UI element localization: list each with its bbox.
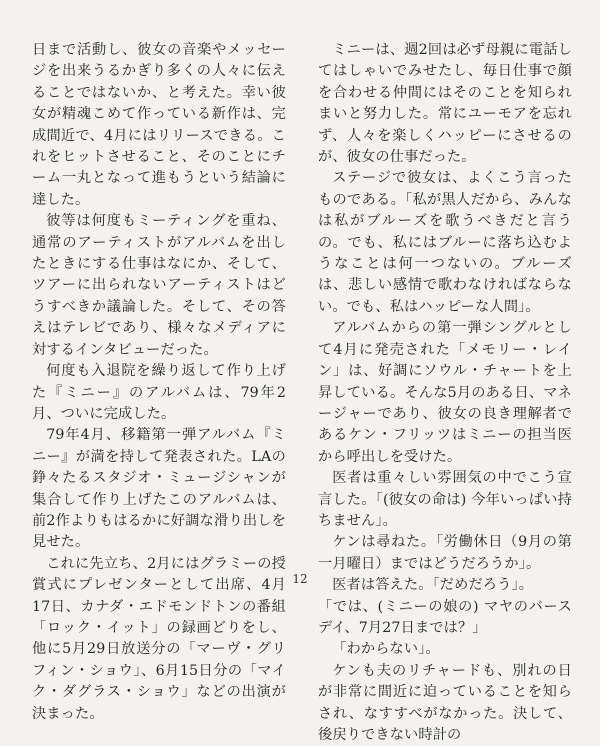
left-paragraph-4: 79年4月、移籍第一弾アルバム『ミニー』が満を持して発表された。LAの錚々たるスタジオ・ミュージシャンが集合して作り上げたこのアルバムは、前2作よりもはるかに好調な滑り出しを見せた。 bbox=[32, 427, 286, 551]
right-text-column bbox=[318, 40, 572, 746]
right-paragraph-2: ステージで彼女は、よくこう言ったものである。「私が黒人だから、みんなは私がブルーズを歌うべきだと言うの。でも、私にはブルーに落ち込むようなことは何一つないの。ブルーズは、悲しい感情で歌わなければならない。でも、私はハッピーな人間」。 bbox=[318, 170, 572, 315]
right-paragraph-9: ケンも夫のリチャードも、別れの日が非常に間近に迫っていることを知らされ、なすすべがなかった。決して、後戻りできない時計の bbox=[318, 662, 572, 743]
right-paragraph-1: ミニーは、週2回は必ず母親に電話してはしゃいでみせたし、毎日仕事で顔を合わせる仲間にはそのことを知られまいと努力した。常にユーモアを忘れず、人々を楽しくハッピーにさせるのが、彼女の仕事だった。 bbox=[318, 42, 572, 166]
left-paragraph-2: 彼等は何度もミーティングを重ね、通常のアーティストがアルバムを出したときにする仕事はなにか、そして、ツアーに出られないアーティストはどうすべきか議論した。そして、その答えはテレビであり、様々なメディアに対するインタビューだった。 bbox=[32, 213, 286, 358]
right-paragraph-7: 「では、(ミニーの娘の) マヤのバースデイ、7月27日までは？」 bbox=[318, 598, 572, 636]
right-paragraph-5: ケンは尋ねた。「労働休日（9月の第一月曜日）まではどうだろうか」。 bbox=[318, 534, 572, 572]
right-paragraph-4: 医者は重々しい雰囲気の中でこう宣言した。「(彼女の命は) 今年いっぱい持ちません」。 bbox=[318, 470, 572, 529]
left-text-column bbox=[32, 40, 286, 725]
left-paragraph-5: これに先立ち、2月にはグラミーの授賞式にプレゼンターとして出席、4月17日、カナダ・エドモンドトンの番組「ロック・イット」の録画どりをし、他に5月29日放送分の「マーヴ・グリフィン・ショウ」、6月15日分の「マイク・ダグラス・ショウ」などの出演が決まった。 bbox=[32, 555, 286, 722]
left-paragraph-3: 何度も入退院を繰り返して作り上げた『ミニー』のアルバムは、79年2月、ついに完成した。 bbox=[32, 363, 286, 422]
left-paragraph-1: 日まで活動し、彼女の音楽やメッセージを出来うるかぎり多くの人々に伝えることではないか、と考えた。幸い彼女が精魂こめて作っている新作は、完成間近で、4月にはリリースできる。これをヒットさせること、そのことにチーム一丸となって進もうという結論に達した。 bbox=[32, 42, 286, 208]
page-number: 12 bbox=[292, 572, 308, 586]
right-paragraph-6: 医者は答えた。「だめだろう」。 bbox=[332, 577, 534, 594]
right-paragraph-3: アルバムからの第一弾シングルとして4月に発売された「メモリー・レイン」は、好調にソウル・チャートを上昇している。そんな5月のある日、マネージャーであり、彼女の良き理解者であるケン・フリッツはミニーの担当医から呼出しを受けた。 bbox=[318, 320, 572, 465]
right-paragraph-8: 「わからない」。 bbox=[332, 641, 440, 658]
